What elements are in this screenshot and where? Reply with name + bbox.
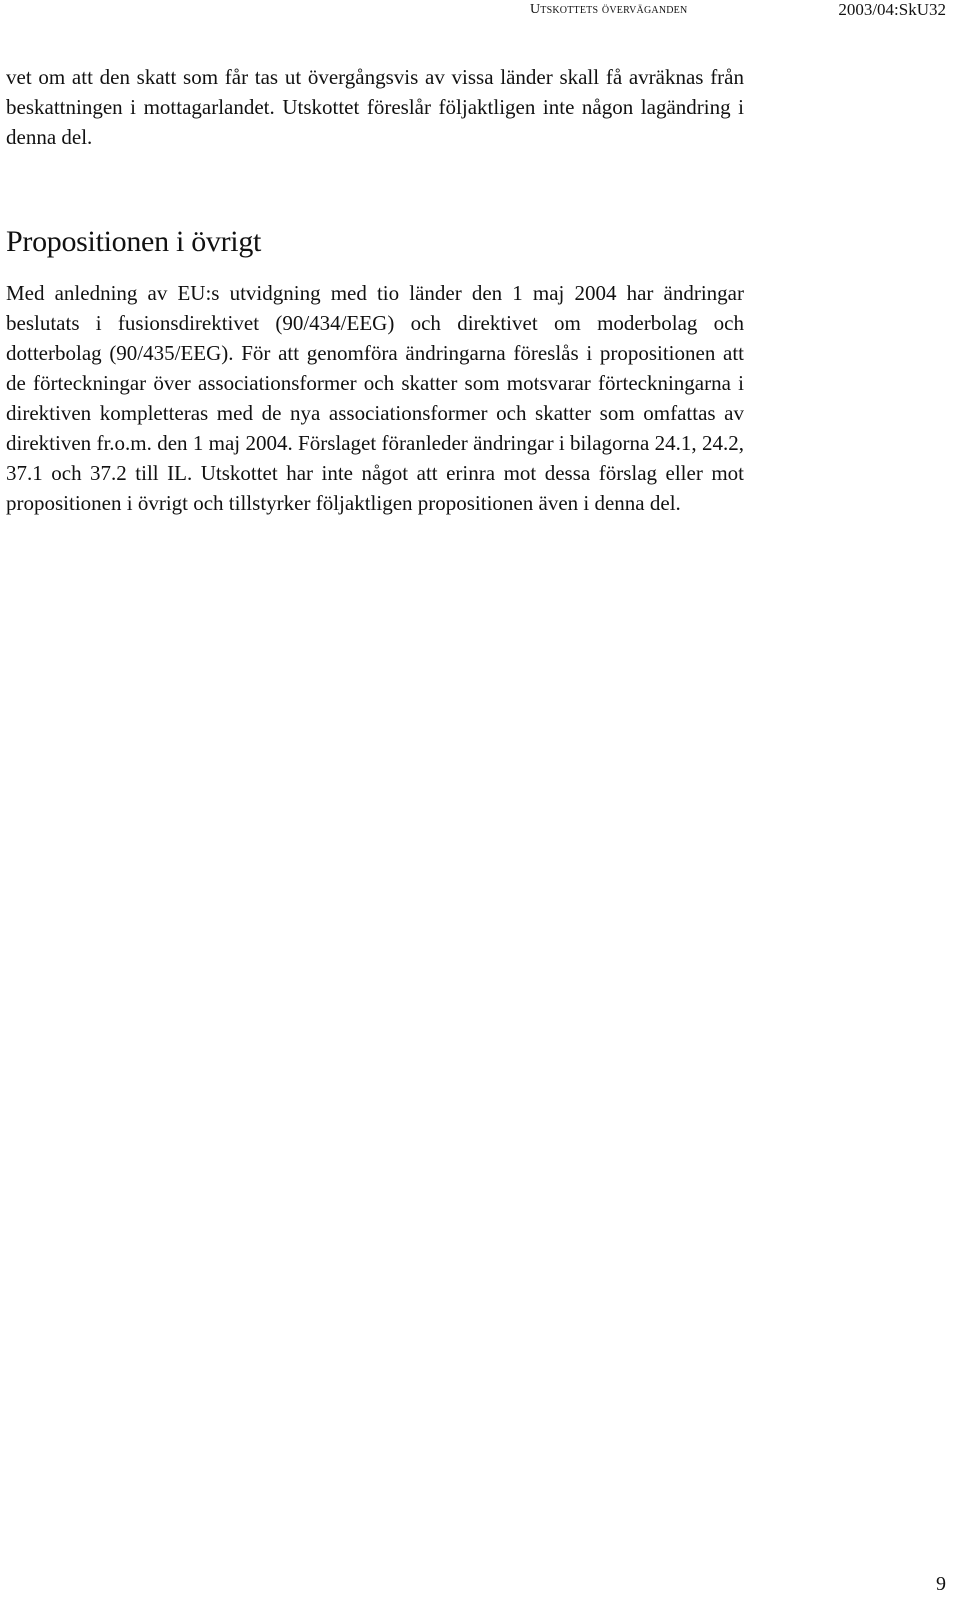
intro-paragraph: vet om att den skatt som får tas ut övergångsvis av vissa länder skall få avräknas från beskattningen i mottagarlandet. Utskottet föreslår följaktligen inte någon lagändring i denna del.	[6, 65, 744, 149]
header-section-title: Utskottets överväganden	[530, 2, 688, 17]
section-heading: Propositionen i övrigt	[6, 225, 262, 258]
page-number: 9	[936, 1573, 946, 1595]
page-content	[6, 62, 744, 518]
header-document-id: 2003/04:SkU32	[838, 0, 946, 19]
section-paragraph: Med anledning av EU:s utvidgning med tio länder den 1 maj 2004 har ändringar beslutats i fusionsdirektivet (90/434/EEG) och direktivet om moderbolag och dotterbolag (90/435/EEG). För att genomföra ändringarna föreslås i propositionen att de förteckningar över associationsformer och skatter som motsvarar förteckningarna i direktiven kompletteras med de nya associationsformer och skatter som omfattas av direktiven fr.o.m. den 1 maj 2004. Förslaget föranleder ändringar i bilagorna 24.1, 24.2, 37.1 och 37.2 till IL. Utskottet har inte något att erinra mot dessa förslag eller mot propositionen i övrigt och tillstyrker följaktligen propositionen även i denna del.	[6, 281, 744, 515]
running-header	[0, 0, 960, 40]
